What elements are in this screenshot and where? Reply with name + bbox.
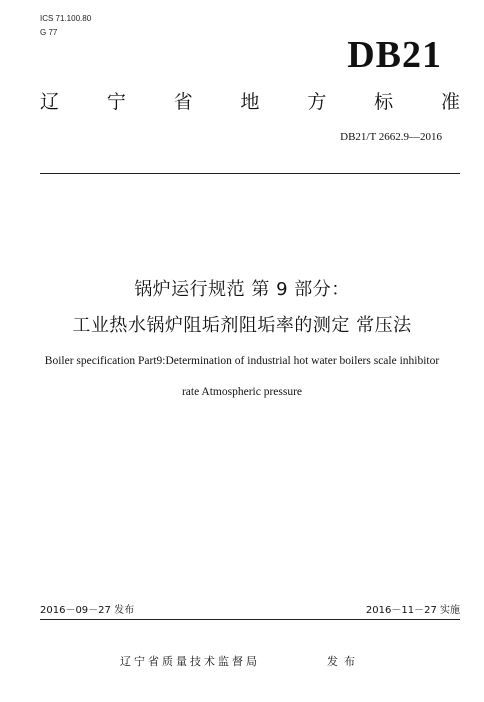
header-divider <box>40 173 460 174</box>
document-title-en-line1: Boiler specification Part9:Determination of industrial hot water boilers scale inhibitor <box>44 355 440 367</box>
standard-number: DB21/T 2662.9—2016 <box>340 131 442 143</box>
issue-date: 2016－09－27 发布 <box>40 605 135 616</box>
standard-title-char: 省 <box>173 91 193 113</box>
standard-title-char: 辽 <box>40 91 60 113</box>
implementation-date: 2016－11－27 实施 <box>365 605 460 616</box>
footer-divider <box>40 619 460 620</box>
standard-title-char: 地 <box>240 91 260 113</box>
document-title-cn-line1: 锅炉运行规范 第 9 部分： <box>134 279 350 300</box>
document-title-cn-line2: 工业热水锅炉阻垢剂阻垢率的测定 常压法 <box>72 315 412 336</box>
document-title-en-line2: rate Atmospheric pressure <box>181 386 303 398</box>
classification-code: G 77 <box>40 28 58 37</box>
standard-title-char: 准 <box>440 91 460 113</box>
issuing-authority: 辽宁省质量技术监督局 <box>120 655 260 668</box>
ics-code: ICS 71.100.80 <box>40 14 92 23</box>
standard-type-title <box>40 90 460 114</box>
standard-title-char: 宁 <box>106 91 126 113</box>
standard-title-char: 方 <box>307 91 327 113</box>
db-logo: DB21 <box>347 34 442 76</box>
publish-label: 发布 <box>327 655 361 668</box>
standard-title-char: 标 <box>374 91 394 113</box>
